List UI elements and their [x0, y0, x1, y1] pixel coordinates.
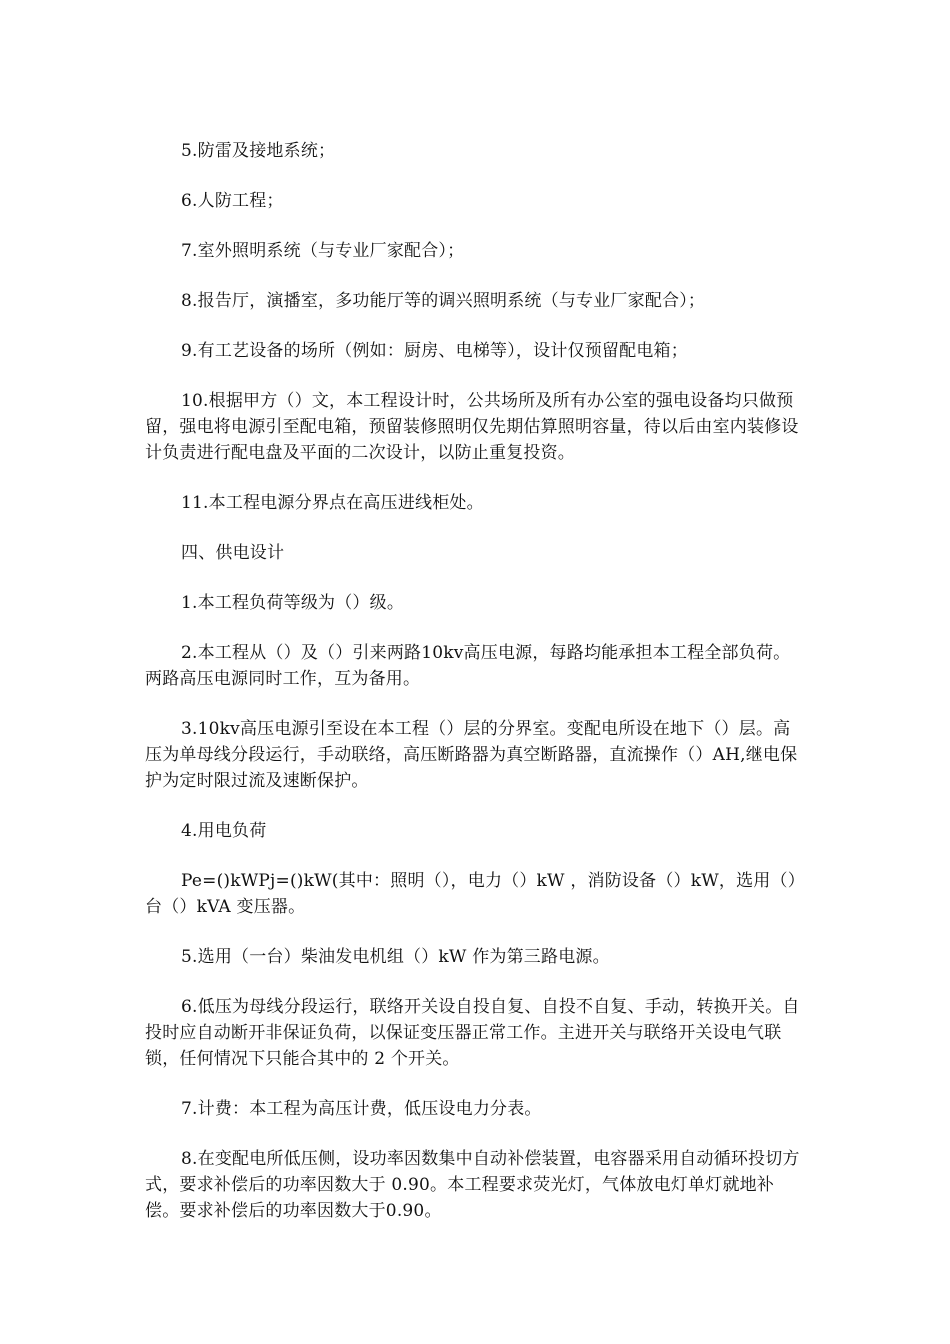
paragraph-lightning-grounding: 5.防雷及接地系统；	[181, 141, 336, 161]
paragraph-load-formula: Pe=()kWPj=()kW(其中：照明（），电力（）kW ，消防设备（）kW，选用（）台（）kVA 变压器。	[145, 871, 805, 917]
paragraph-power-boundary: 11.本工程电源分界点在高压进线柜处。	[181, 493, 484, 513]
paragraph-power-factor: 8.在变配电所低压侧，设功率因数集中自动补偿装置，电容器采用自动循环投切方式，要求补偿后的功率因数大于 0.90。本工程要求荧光灯，气体放电灯单灯就地补偿。要求补偿后的功率因数大于0.90。	[145, 1149, 800, 1221]
paragraph-load-grade: 1.本工程负荷等级为（）级。	[181, 593, 405, 613]
paragraph-outdoor-lighting: 7.室外照明系统（与专业厂家配合）；	[181, 241, 465, 261]
paragraph-load-heading: 4.用电负荷	[181, 821, 267, 841]
paragraph-hv-sources: 2.本工程从（）及（）引来两路10kv高压电源，每路均能承担本工程全部负荷。两路高压电源同时工作，互为备用。	[145, 643, 791, 689]
paragraph-diesel-generator: 5.选用（一台）柴油发电机组（）kW 作为第三路电源。	[181, 947, 610, 967]
paragraph-metering: 7.计费：本工程为高压计费，低压设电力分表。	[181, 1099, 542, 1119]
document-body	[145, 138, 807, 1248]
section-heading-power-supply: 四、供电设计	[181, 543, 285, 563]
paragraph-hv-distribution: 3.10kv高压电源引至设在本工程（）层的分界室。变配电所设在地下（）层。高压为单母线分段运行，手动联络，高压断路器为真空断路器，直流操作（）AH,继电保护为定时限过流及速断保护。	[145, 719, 798, 791]
paragraph-lv-operation: 6.低压为母线分段运行，联络开关设自投自复、自投不自复、手动，转换开关。自投时应自动断开非保证负荷，以保证变压器正常工作。主进开关与联络开关设电气联锁，任何情况下只能合其中的 2 个开关。	[145, 997, 800, 1069]
paragraph-process-equipment: 9.有工艺设备的场所（例如：厨房、电梯等），设计仅预留配电箱；	[181, 341, 688, 361]
paragraph-civil-defense: 6.人防工程；	[181, 191, 284, 211]
paragraph-hall-lighting: 8.报告厅，演播室，多功能厅等的调兴照明系统（与专业厂家配合）；	[181, 291, 706, 311]
paragraph-reserved-equipment: 10.根据甲方（）文，本工程设计时，公共场所及所有办公室的强电设备均只做预留，强电将电源引至配电箱，预留装修照明仅先期估算照明容量，待以后由室内装修设计负责进行配电盘及平面的二次设计，以防止重复投资。	[145, 391, 799, 463]
